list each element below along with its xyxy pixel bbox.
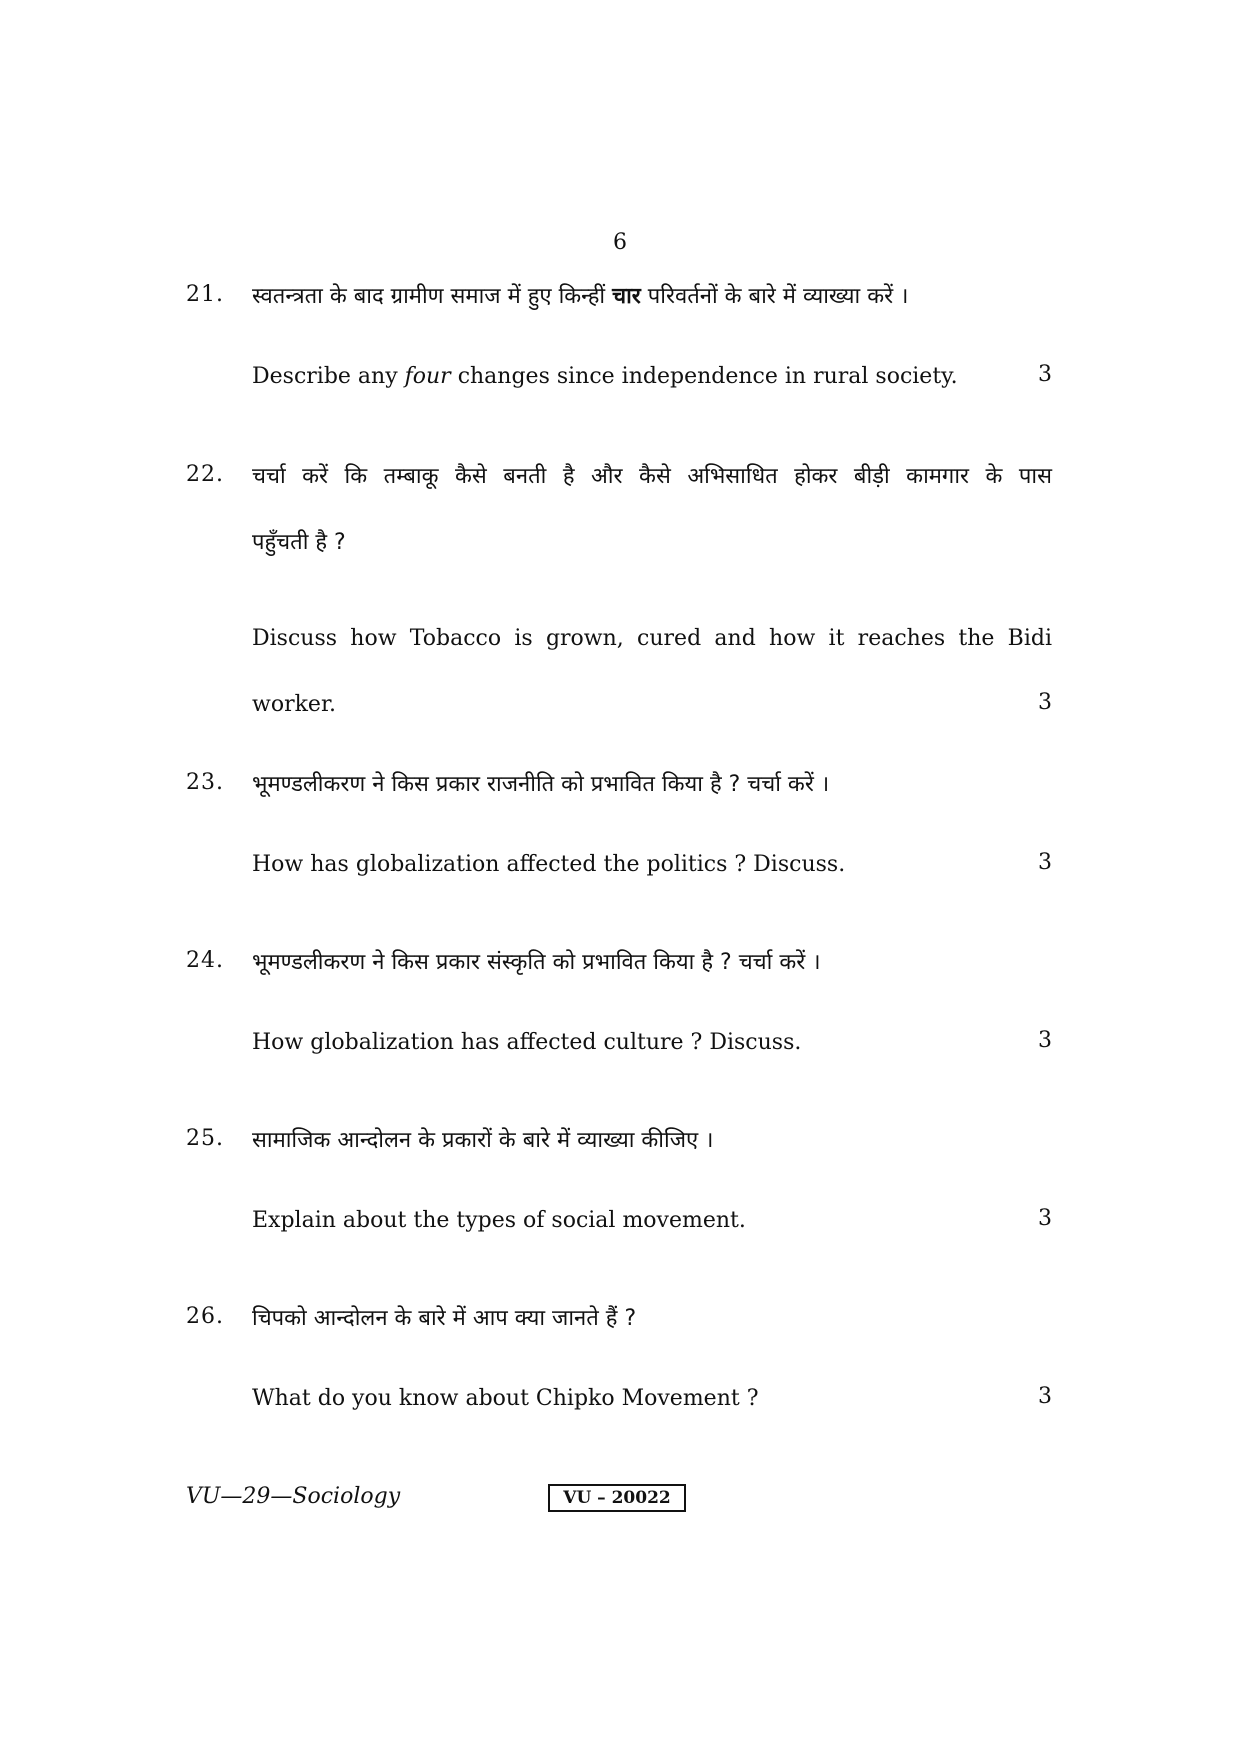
question-marks: 3 <box>1038 690 1052 715</box>
question-hindi-text: सामाजिक आन्दोलन के प्रकारों के बारे में व्याख्या कीजिए । <box>252 1128 714 1153</box>
question-number: 21. <box>186 282 224 307</box>
hindi-text-part: स्वतन्त्रता के बाद ग्रामीण समाज में हुए किन्हीं <box>252 284 613 309</box>
question-hindi-text: चिपको आन्दोलन के बारे में आप क्या जानते हैं ? <box>252 1306 637 1331</box>
question-marks: 3 <box>1038 1384 1052 1409</box>
question-english-line-1: Discuss how Tobacco is grown, cured and how it reaches the Bidi <box>252 626 1052 651</box>
question-hindi-line-1: चर्चा करें कि तम्बाकू कैसे बनती है और कैसे अभिसाधित होकर बीड़ी कामगार के पास <box>252 464 1052 489</box>
question-english-text: What do you know about Chipko Movement ? <box>252 1386 759 1411</box>
footer-paper-code: VU – 20022 <box>548 1484 686 1512</box>
question-english-text: Explain about the types of social movement. <box>252 1208 746 1233</box>
footer-paper-title: VU—29—Sociology <box>186 1484 401 1509</box>
question-marks: 3 <box>1038 850 1052 875</box>
english-italic-word: four <box>404 364 451 389</box>
english-text-part: Describe any <box>252 364 405 389</box>
question-number: 24. <box>186 948 224 973</box>
hindi-bold-word: चार <box>612 284 641 309</box>
question-hindi-text <box>252 264 1052 330</box>
question-english-text <box>252 344 1052 410</box>
question-hindi-text: भूमण्डलीकरण ने किस प्रकार राजनीति को प्रभावित किया है ? चर्चा करें । <box>252 772 830 797</box>
question-marks: 3 <box>1038 362 1052 387</box>
question-number: 23. <box>186 770 224 795</box>
question-marks: 3 <box>1038 1206 1052 1231</box>
page-number: 6 <box>613 230 627 255</box>
english-text-part: changes since independence in rural society. <box>450 364 958 389</box>
question-english-line-2: worker. <box>252 692 337 717</box>
question-marks: 3 <box>1038 1028 1052 1053</box>
question-hindi-line-2: पहुँचती है ? <box>252 530 346 555</box>
question-english-text: How globalization has affected culture ? Discuss. <box>252 1030 802 1055</box>
hindi-text-part: परिवर्तनों के बारे में व्याख्या करें । <box>640 284 909 309</box>
question-number: 26. <box>186 1304 224 1329</box>
question-number: 25. <box>186 1126 224 1151</box>
question-hindi-text: भूमण्डलीकरण ने किस प्रकार संस्कृति को प्रभावित किया है ? चर्चा करें । <box>252 950 821 975</box>
question-number: 22. <box>186 462 224 487</box>
question-english-text: How has globalization affected the politics ? Discuss. <box>252 852 846 877</box>
